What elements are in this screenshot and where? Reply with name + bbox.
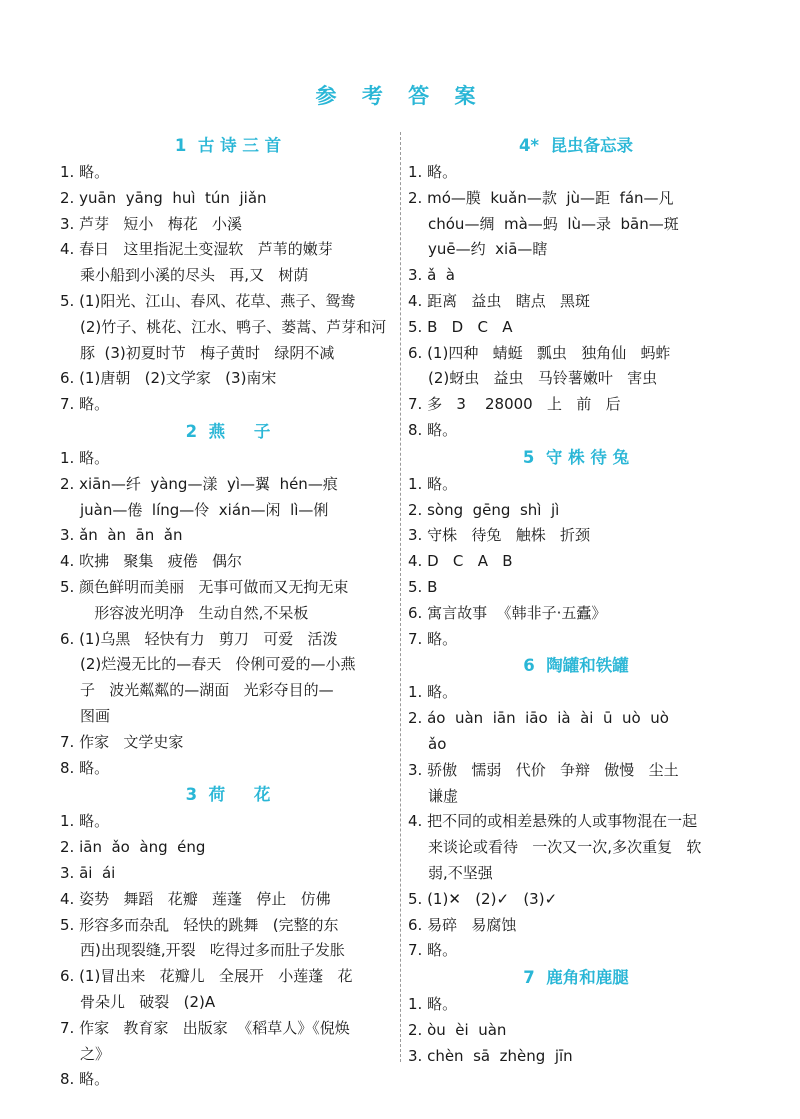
section-title: 3 荷 花	[185, 785, 271, 805]
answer-line: 1. 略。	[60, 163, 110, 181]
section-title: 2 燕 子	[185, 421, 271, 441]
answer-line-continuation: 西)出现裂缝,开裂 吃得过多而肚子发胀	[80, 941, 345, 960]
answer-line: 7. 作家 教育家 出版家 《稻草人》《倪焕	[60, 1018, 350, 1037]
answer-line: 8. 略。	[60, 1070, 110, 1089]
answer-line-continuation: 图画	[80, 706, 111, 725]
right-column	[408, 132, 744, 1070]
answer-line: 6. (1)四种 蜻蜓 瓢虫 独角仙 蚂蚱	[408, 343, 671, 362]
answer-line: 4. 姿势 舞蹈 花瓣 莲蓬 停止 仿佛	[60, 889, 331, 908]
answer-line: 4. 把不同的或相差悬殊的人或事物混在一起	[408, 812, 698, 831]
answer-line: 1. 略。	[408, 683, 458, 702]
column-divider	[400, 132, 401, 1062]
answer-line-continuation: chóu—绸 mà—蚂 lù—录 bān—斑	[428, 214, 679, 233]
answer-line: 2. yuān yāng huì tún jiǎn	[60, 188, 267, 207]
section-title: 4* 昆虫备忘录	[518, 136, 634, 155]
answer-line-continuation: juàn—倦 líng—伶 xián—闲 lì—俐	[80, 500, 329, 519]
answer-line: 5. B D C A	[408, 317, 513, 336]
answer-line: 3. āi ái	[60, 863, 116, 882]
section-title: 1 古 诗 三 首	[174, 136, 282, 155]
answer-line: 4. 吹拂 聚集 疲倦 偶尔	[60, 552, 242, 571]
answer-line-continuation: 弱,不坚强	[428, 863, 493, 882]
left-column	[60, 132, 396, 1093]
answer-line-continuation: 骨朵儿 破裂 (2)A	[80, 992, 216, 1011]
answer-line: 6. (1)冒出来 花瓣儿 全展开 小莲蓬 花	[60, 967, 353, 986]
answer-line: 4. D C A B	[408, 552, 513, 571]
answer-line-continuation: 之》	[80, 1044, 111, 1063]
answer-line-continuation: yuē—约 xiā—瞎	[428, 240, 548, 259]
answer-line: 3. chèn sā zhèng jīn	[408, 1046, 573, 1065]
section-title: 6 陶罐和铁罐	[523, 656, 629, 676]
answer-line: 7. 作家 文学史家	[60, 732, 184, 751]
answer-line: 4. 春日 这里指泥土变湿软 芦苇的嫩芽	[60, 240, 333, 259]
answer-line: 2. sòng gēng shì jì	[408, 500, 560, 519]
answer-line: 2. áo uàn iān iāo ià ài ū uò uò	[408, 709, 669, 728]
answer-line: 2. mó—膜 kuǎn—款 jù—距 fán—凡	[408, 188, 674, 207]
answer-line: 7. 略。	[408, 941, 458, 960]
answer-line: 3. 骄傲 懦弱 代价 争辩 傲慢 尘土	[408, 760, 679, 779]
answer-line-continuation: 来谈论或看待 一次又一次,多次重复 软	[428, 838, 702, 857]
answer-line-continuation: 豚 (3)初夏时节 梅子黄时 绿阴不减	[80, 343, 335, 362]
answer-line: 2. iān ǎo àng éng	[60, 838, 206, 857]
answer-line-continuation: (2)烂漫无比的—春天 伶俐可爱的—小燕	[80, 655, 356, 674]
answer-line: 5. B	[408, 577, 438, 596]
answer-line: 1. 略。	[408, 474, 458, 493]
answer-line: 3. 芦芽 短小 梅花 小溪	[60, 214, 242, 233]
answer-line: 1. 略。	[60, 812, 110, 831]
answer-line: 1. 略。	[408, 163, 458, 181]
answer-line: 3. ǎn àn ān ǎn	[60, 526, 183, 545]
answer-line: 5. 形容多而杂乱 轻快的跳舞 (完整的东	[60, 915, 339, 934]
page-title: 参 考 答 案	[315, 84, 485, 108]
answer-line-continuation: 子 波光粼粼的—湖面 光彩夺目的—	[80, 681, 334, 700]
answer-line-continuation: 谦虚	[428, 786, 459, 805]
answer-line: 5. 颜色鲜明而美丽 无事可做而又无拘无束	[60, 577, 349, 596]
answer-line: 1. 略。	[60, 448, 110, 467]
answer-line: 5. (1)✕ (2)✓ (3)✓	[408, 889, 558, 908]
answer-line: 3. ǎ à	[408, 266, 455, 285]
answer-line: 8. 略。	[408, 420, 458, 439]
answer-line-continuation: ǎo	[428, 734, 447, 753]
answer-line: 4. 距离 益虫 瞎点 黑斑	[408, 291, 590, 310]
answer-line-continuation: (2)竹子、桃花、江水、鸭子、蒌蒿、芦芽和河	[80, 317, 387, 336]
answer-line: 3. 守株 待兔 触株 折颈	[408, 526, 590, 545]
answer-line: 1. 略。	[408, 995, 458, 1014]
answer-line: 7. 略。	[408, 629, 458, 648]
answer-line: 5. (1)阳光、江山、春风、花草、燕子、鸳鸯	[60, 291, 356, 310]
answer-line-continuation: 乘小船到小溪的尽头 再,又 树荫	[80, 266, 309, 285]
answer-line: 6. (1)唐朝 (2)文学家 (3)南宋	[60, 369, 277, 388]
answer-line-continuation: (2)蚜虫 益虫 马铃薯嫩叶 害虫	[428, 369, 658, 388]
answer-line: 6. 易碎 易腐蚀	[408, 915, 517, 934]
section-title: 7 鹿角和鹿腿	[523, 968, 629, 988]
answer-line-continuation: 形容波光明净 生动自然,不呆板	[80, 603, 309, 622]
answer-line: 8. 略。	[60, 758, 110, 777]
answer-line: 7. 略。	[60, 395, 110, 414]
answer-line: 7. 多 3 28000 上 前 后	[408, 395, 621, 414]
answer-line: 2. òu èi uàn	[408, 1020, 507, 1039]
answer-line: 6. (1)乌黑 轻快有力 剪刀 可爱 活泼	[60, 629, 338, 648]
answer-line: 2. xiān—纤 yàng—漾 yì—翼 hén—痕	[60, 474, 338, 493]
answer-line: 6. 寓言故事 《韩非子·五蠹》	[408, 603, 607, 622]
section-title: 5 守 株 待 兔	[522, 447, 630, 467]
